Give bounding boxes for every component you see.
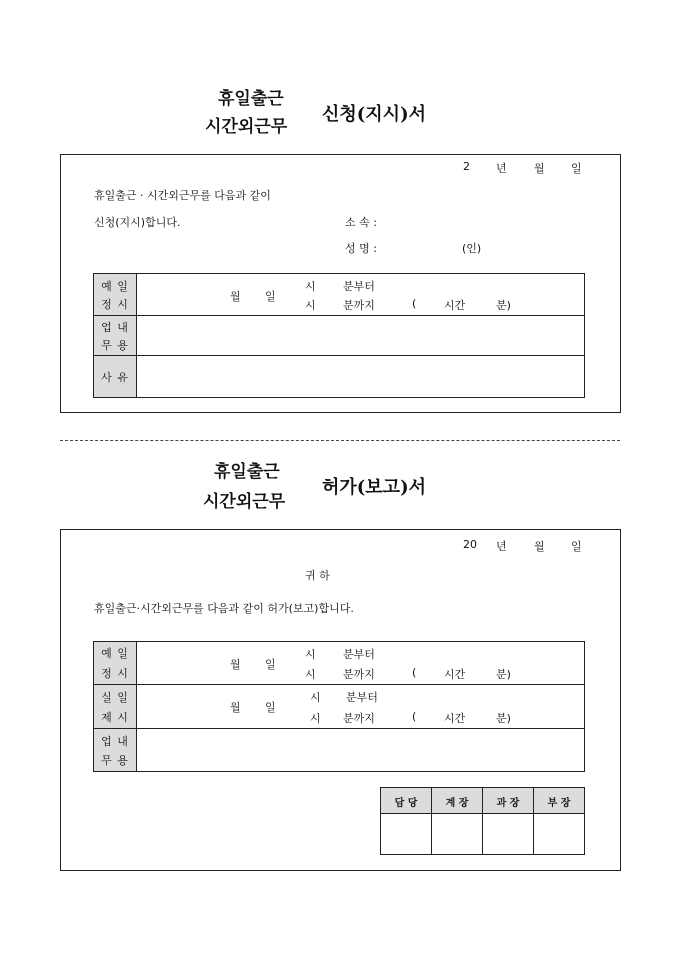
form1-dept-label: 소 속 : (345, 216, 377, 229)
form1-date-year: 2 (463, 160, 470, 173)
form2-r1-paren: ( (412, 666, 417, 679)
form1-col-divider (136, 273, 137, 398)
form1-name-label: 성 명 : (345, 242, 377, 255)
form2-r1-from: 분부터 (343, 648, 375, 661)
form1-intro-line2: 신청(지시)합니다. (94, 216, 181, 229)
form2-r1-hour-from: 시 (305, 648, 316, 661)
form1-sched-hours: 시간 (444, 299, 466, 312)
form1-row2-label2: 무 용 (101, 339, 129, 352)
form2-date-year-unit: 년 (496, 540, 507, 553)
form2-r1-to: 분까지 (343, 668, 375, 681)
form2-table-border (93, 641, 585, 772)
form1-sched-day: 일 (265, 290, 276, 303)
form2-r2-paren: ( (412, 710, 417, 723)
form1-row-divider-2 (93, 355, 585, 356)
form1-sched-month: 월 (230, 290, 241, 303)
form2-r2-hours: 시간 (444, 712, 466, 725)
form2-title-right: 허가(보고)서 (322, 477, 426, 498)
form1-row3-label1: 사 유 (101, 371, 129, 384)
form1-seal: (인) (462, 242, 482, 255)
form2-row1-label2: 정 시 (101, 667, 129, 680)
form2-r2-to: 분까지 (343, 712, 375, 725)
form2-row1-label1: 예 일 (101, 647, 129, 660)
form2-r2-month: 월 (230, 701, 241, 714)
form1-date-year-unit: 년 (496, 162, 507, 175)
form2-r1-day: 일 (265, 658, 276, 671)
form1-sched-paren: ( (412, 297, 417, 310)
form2-row-divider-2 (93, 728, 585, 729)
form2-r2-day: 일 (265, 701, 276, 714)
form1-sched-from: 분부터 (343, 280, 375, 293)
form1-row1-label2: 정 시 (101, 298, 129, 311)
form1-sched-minutes: 분) (496, 299, 511, 312)
form2-r2-from: 분부터 (346, 691, 378, 704)
form1-title-line2: 시간외근무 (205, 117, 288, 137)
form2-r1-hour-to: 시 (305, 668, 316, 681)
form2-row2-label1: 실 일 (101, 691, 129, 704)
form1-title-line1: 휴일출근 (218, 89, 284, 109)
approval-staff: 담 당 (394, 798, 418, 809)
form2-title-line1: 휴일출근 (214, 462, 280, 482)
form2-r2-minutes: 분) (496, 712, 511, 725)
form2-date-year: 20 (463, 538, 477, 551)
form1-sched-to: 분까지 (343, 299, 375, 312)
form2-row2-label2: 제 시 (101, 711, 129, 724)
form1-date-month: 월 (534, 162, 545, 175)
form1-row1-label1: 예 일 (101, 280, 129, 293)
form2-r1-hours: 시간 (444, 668, 466, 681)
form1-intro-line1: 휴일출근 · 시간외근무를 다음과 같이 (94, 189, 271, 202)
form2-row3-label1: 업 내 (101, 735, 129, 748)
cut-line (60, 440, 620, 441)
approval-chief: 계 장 (445, 798, 469, 809)
form2-col-divider (136, 641, 137, 772)
form2-date-day: 일 (571, 540, 582, 553)
form2-row3-label2: 무 용 (101, 754, 129, 767)
form2-intro: 휴일출근·시간외근무를 다음과 같이 허가(보고)합니다. (94, 602, 354, 615)
form2-title-line2: 시간외근무 (203, 492, 286, 512)
form1-row-divider-1 (93, 315, 585, 316)
form2-row-divider-1 (93, 684, 585, 685)
form2-date-month: 월 (534, 540, 545, 553)
approval-dept-head: 부 장 (547, 798, 571, 809)
form1-date-day: 일 (571, 162, 582, 175)
form2-r1-month: 월 (230, 658, 241, 671)
form1-sched-hour-from: 시 (305, 280, 316, 293)
form2-r2-hour-from: 시 (310, 691, 321, 704)
form1-title-right: 신청(지시)서 (322, 104, 426, 125)
form2-r1-minutes: 분) (496, 668, 511, 681)
form2-r2-hour-to: 시 (310, 712, 321, 725)
form1-table-border (93, 273, 585, 398)
form1-sched-hour-to: 시 (305, 299, 316, 312)
form2-recipient: 귀 하 (305, 569, 330, 582)
approval-section-head: 과 장 (496, 798, 520, 809)
form1-row2-label1: 업 내 (101, 321, 129, 334)
